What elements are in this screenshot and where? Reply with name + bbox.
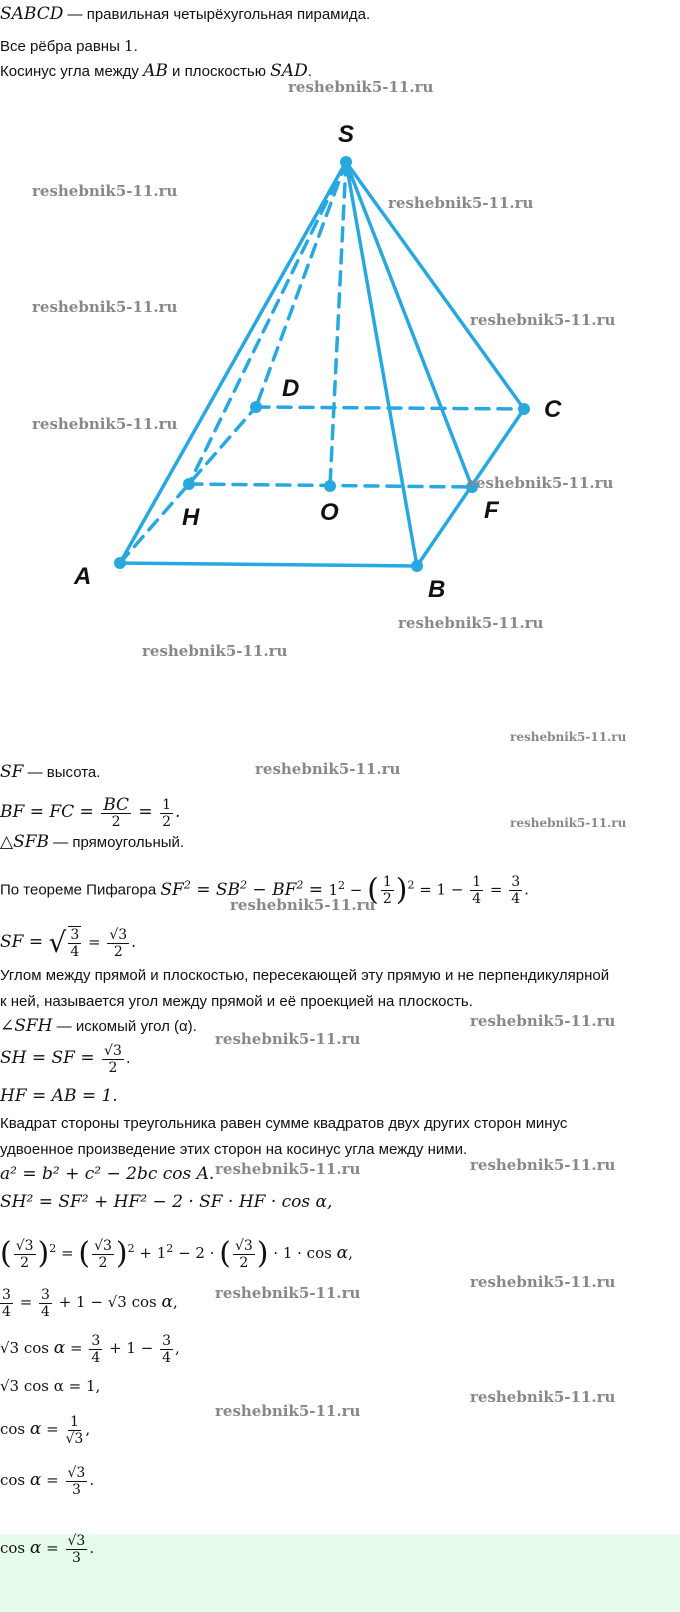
label-F: F: [484, 497, 499, 524]
watermark: reshebnik5-11.ru: [470, 1273, 616, 1291]
solution-line-angle: ∠SFH — искомый угол (α).: [0, 1016, 197, 1036]
watermark: reshebnik5-11.ru: [32, 298, 178, 316]
watermark: reshebnik5-11.ru: [510, 730, 627, 744]
step-2: $\frac{3}{4}$ = $\frac{3}{4}$ + 1 − √3 cos α,: [2, 1286, 178, 1320]
point-H: [183, 478, 195, 490]
watermark: reshebnik5-11.ru: [215, 1284, 361, 1302]
solution-line-pythagoras: По теореме Пифагора $SF^2 = SB^2 - BF^2 = 1^2$ − ( $\frac{1}{2}$ )$^2$ = 1 − $\frac{1}{4}$ = $\frac{3}{4}$ .: [0, 872, 529, 908]
label-S: S: [338, 121, 355, 148]
watermark: reshebnik5-11.ru: [32, 415, 178, 433]
watermark: reshebnik5-11.ru: [142, 642, 288, 660]
solution-line-hf: HF = AB = 1.: [0, 1086, 118, 1106]
step-6: cos α = $\frac{√3}{3}$ .: [0, 1464, 95, 1498]
watermark: reshebnik5-11.ru: [470, 1388, 616, 1406]
point-B: [411, 560, 423, 572]
watermark: reshebnik5-11.ru: [388, 194, 534, 212]
watermark: reshebnik5-11.ru: [215, 1402, 361, 1420]
problem-line-1: SABCD — правильная четырёхугольная пирамида.: [0, 4, 371, 24]
edge-SD: [256, 162, 346, 407]
step-3: √3 cos α = $\frac{3}{4}$ + 1 − $\frac{3}{4}$ ,: [0, 1332, 180, 1366]
point-C: [518, 403, 530, 415]
label-B: B: [428, 576, 446, 603]
problem-line-3: Косинус угла между AB и плоскостью SAD.: [0, 61, 312, 81]
label-A: A: [74, 563, 92, 590]
point-O: [324, 480, 336, 492]
point-A: [114, 557, 126, 569]
step-1: ( $\frac{√3}{2}$ )$^2$ = ( $\frac{√3}{2}$ )$^2 + 1^2 - 2$ · ( $\frac{√3}{2}$ ) · 1 · cos α,: [0, 1236, 353, 1272]
cosine-rule-line-2: удвоенное произведение этих сторон на косинус угла между ними.: [0, 1141, 468, 1158]
watermark: reshebnik5-11.ru: [255, 760, 401, 778]
step-5: cos α = $\frac{1}{√3}$ ,: [0, 1413, 91, 1447]
label-O: O: [320, 499, 339, 526]
watermark: reshebnik5-11.ru: [215, 1160, 361, 1178]
cosine-rule-line-1: Квадрат стороны треугольника равен сумме квадратов двух других сторон минус: [0, 1115, 568, 1132]
edge-AB: [120, 563, 417, 566]
sh-cosine-law: SH² = SF² + HF² − 2 · SF · HF · cos α,: [0, 1192, 333, 1212]
label-H: H: [182, 504, 200, 531]
watermark: reshebnik5-11.ru: [288, 78, 434, 96]
answer: cos α = $\frac{√3}{3}$ .: [0, 1532, 95, 1566]
segment-SH: [189, 162, 346, 484]
cosine-law: a² = b² + c² − 2bc cos A.: [0, 1164, 215, 1184]
watermark: reshebnik5-11.ru: [230, 896, 376, 914]
step-4: √3 cos α = 1,: [0, 1377, 101, 1395]
solution-line-sf-value: SF = √ $\frac{3}{4}$ = $\frac{√3}{2}$ .: [0, 926, 136, 961]
solution-line-triangle: △SFB — прямоугольный.: [0, 832, 185, 852]
label-D: D: [282, 375, 300, 402]
watermark: reshebnik5-11.ru: [468, 474, 614, 492]
problem-line-2: Все рёбра равны 1.: [0, 37, 138, 55]
edge-DC: [256, 407, 524, 409]
watermark: reshebnik5-11.ru: [398, 614, 544, 632]
point-S: [340, 156, 352, 168]
solution-line-sh: SH = SF = $\frac{√3}{2}$ .: [0, 1042, 131, 1076]
watermark: reshebnik5-11.ru: [470, 1012, 616, 1030]
watermark: reshebnik5-11.ru: [510, 816, 627, 830]
definition-line-2: к ней, называется угол между прямой и её проекцией на плоскость.: [0, 993, 473, 1010]
definition-line-1: Углом между прямой и плоскостью, пересекающей эту прямую и не перпендикулярной: [0, 967, 610, 984]
answer-highlight: [0, 1534, 680, 1612]
label-C: C: [544, 396, 562, 423]
watermark: reshebnik5-11.ru: [32, 182, 178, 200]
pyramid-figure: [0, 80, 680, 700]
watermark: reshebnik5-11.ru: [470, 1156, 616, 1174]
edge-SB: [346, 162, 417, 566]
edge-SA: [120, 162, 346, 563]
segment-SO: [330, 162, 346, 486]
watermark: reshebnik5-11.ru: [470, 311, 616, 329]
watermark: reshebnik5-11.ru: [215, 1030, 361, 1048]
solution-line-bf: BF = FC = $\frac{BC}{2}$ = $\frac{1}{2}$ .: [0, 794, 181, 830]
point-D: [250, 401, 262, 413]
solution-line-sf: SF — высота.: [0, 762, 101, 782]
